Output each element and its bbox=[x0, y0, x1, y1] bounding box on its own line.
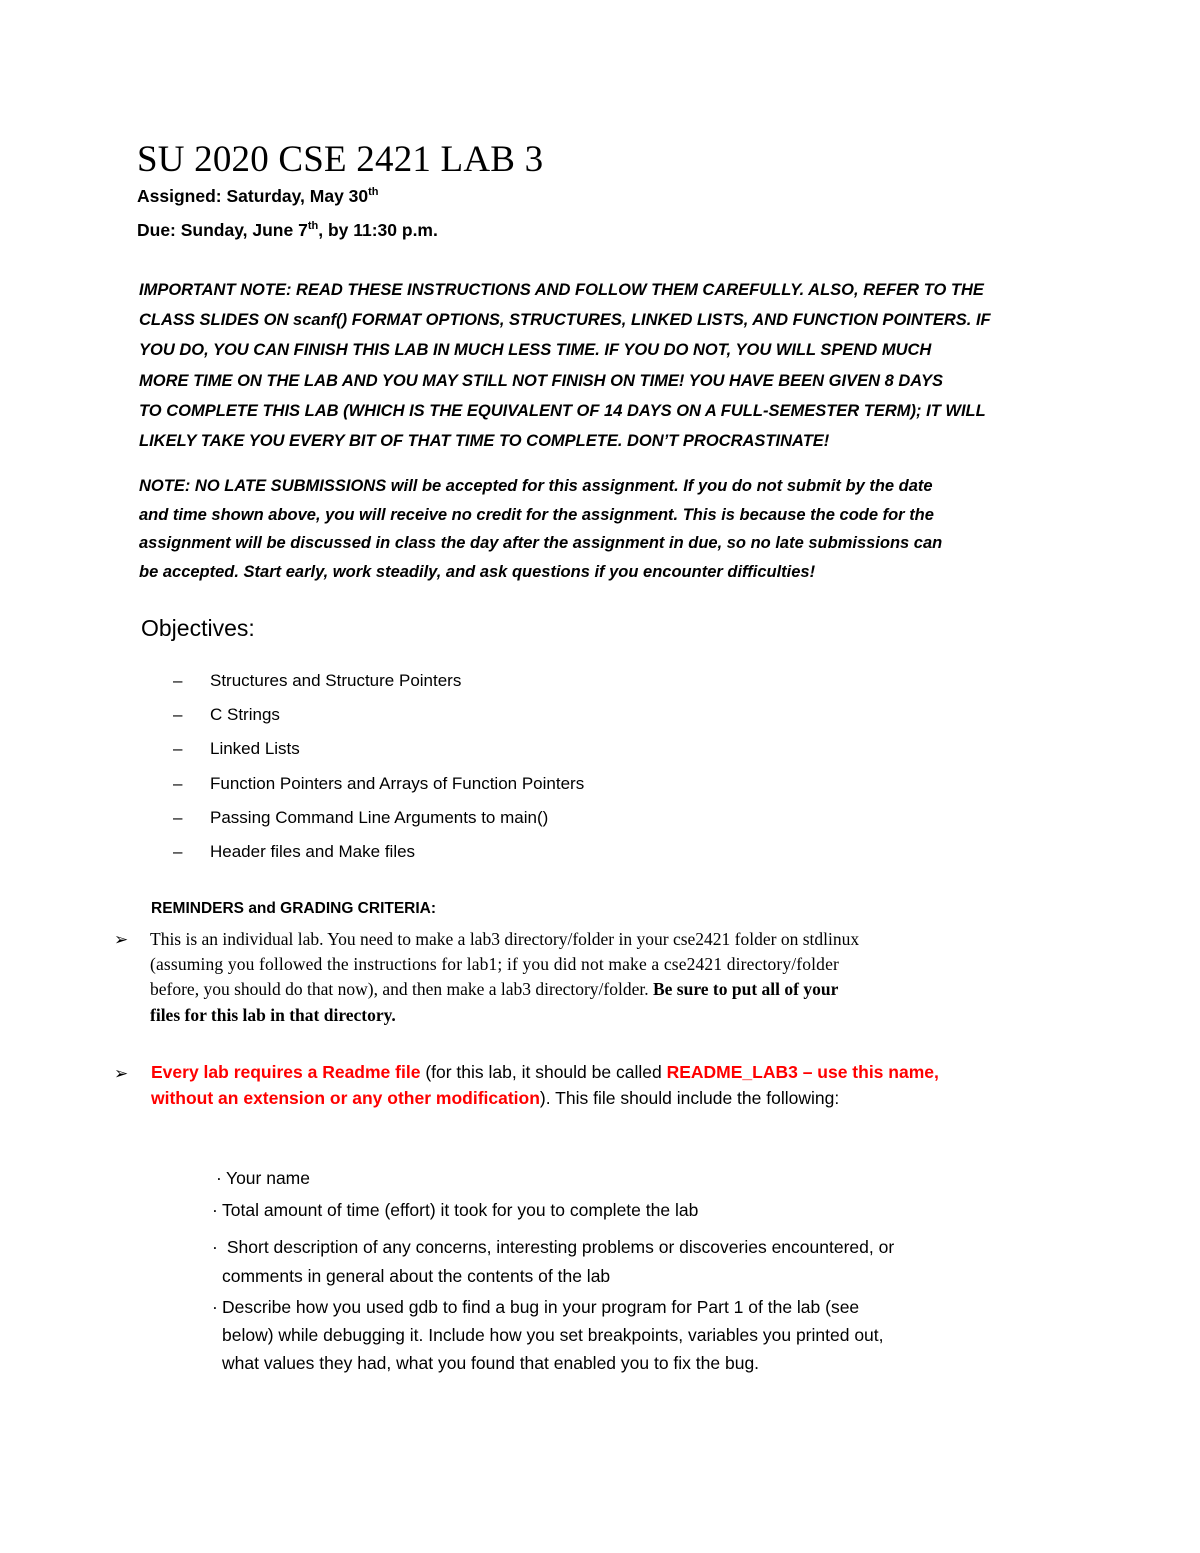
reminders-heading: REMINDERS and GRADING CRITERIA: bbox=[151, 900, 437, 917]
list-item: · Total amount of time (effort) it took for you to complete the lab bbox=[212, 1197, 894, 1233]
list-item: · Describe how you used gdb to find a bug in your program for Part 1 of the lab (see below) while debugging it. Include how you set breakpoints, variables you printed out, what values they had, what you found that enabled you to fix the bug. bbox=[212, 1293, 894, 1377]
bullet-dot: · bbox=[212, 1297, 218, 1317]
list-item: – Structures and Structure Pointers bbox=[173, 668, 584, 702]
dash-bullet: – bbox=[173, 807, 183, 827]
list-item: – Header files and Make files bbox=[173, 839, 584, 873]
list-item: – Linked Lists bbox=[173, 736, 584, 770]
assigned-date: Assigned: Saturday, May 30th bbox=[137, 186, 379, 206]
list-item: – Function Pointers and Arrays of Function Pointers bbox=[173, 771, 584, 805]
important-note bbox=[139, 275, 1069, 456]
reminder-individual-lab-line: (assuming you followed the instructions for lab1; if you did not make a cse2421 directory/folder bbox=[150, 954, 839, 974]
important-note-line: IMPORTANT NOTE: READ THESE INSTRUCTIONS AND FOLLOW THEM CAREFULLY. ALSO, REFER TO THE bbox=[139, 281, 984, 299]
dash-bullet: – bbox=[173, 705, 183, 725]
readme-requirement-line: Every lab requires a Readme file (for this lab, it should be called README_LAB3 – use this name, bbox=[151, 1062, 939, 1082]
dash-bullet: – bbox=[173, 773, 183, 793]
list-item: · Short description of any concerns, interesting problems or discoveries encountered, or comments in general about the contents of the lab bbox=[212, 1233, 894, 1293]
list-item: – C Strings bbox=[173, 702, 584, 736]
readme-contents-list bbox=[212, 1165, 894, 1377]
important-note-line: YOU DO, YOU CAN FINISH THIS LAB IN MUCH LESS TIME. IF YOU DO NOT, YOU WILL SPEND MUCH bbox=[139, 341, 932, 360]
important-note-line: LIKELY TAKE YOU EVERY BIT OF THAT TIME TO COMPLETE. DON’T PROCRASTINATE! bbox=[139, 431, 830, 450]
reminder-individual-lab-line: This is an individual lab. You need to make a lab3 directory/folder in your cse2421 folder on stdlinux bbox=[150, 929, 860, 949]
important-note-line: MORE TIME ON THE LAB AND YOU MAY STILL NOT FINISH ON TIME! YOU HAVE BEEN GIVEN 8 DAYS bbox=[139, 371, 943, 390]
arrow-bullet-icon: ➢ bbox=[114, 930, 129, 949]
late-note-line: and time shown above, you will receive no credit for the assignment. This is because the code for the bbox=[139, 505, 934, 524]
late-note-line: be accepted. Start early, work steadily, and ask questions if you encounter difficulties! bbox=[139, 562, 816, 581]
readme-requirement-line: without an extension or any other modification). This file should include the following: bbox=[151, 1088, 840, 1108]
objectives-heading: Objectives: bbox=[141, 615, 255, 641]
reminder-individual-lab-line: files for this lab in that directory. bbox=[150, 1005, 396, 1025]
due-date: Due: Sunday, June 7th, by 11:30 p.m. bbox=[137, 220, 438, 240]
important-note-line: TO COMPLETE THIS LAB (WHICH IS THE EQUIVALENT OF 14 DAYS ON A FULL-SEMESTER TERM); IT WILL bbox=[139, 401, 986, 420]
reminder-individual-lab-line: before, you should do that now), and then make a lab3 directory/folder. Be sure to put all of your bbox=[150, 979, 839, 999]
important-note-line: CLASS SLIDES ON scanf() FORMAT OPTIONS, STRUCTURES, LINKED LISTS, AND FUNCTION POINTERS. IF bbox=[139, 311, 991, 330]
list-item: · Your name bbox=[212, 1165, 894, 1197]
dash-bullet: – bbox=[173, 841, 183, 861]
late-submission-note bbox=[139, 472, 1069, 586]
dash-bullet: – bbox=[173, 671, 183, 690]
list-item: – Passing Command Line Arguments to main() bbox=[173, 805, 584, 839]
bullet-dot: · bbox=[216, 1168, 222, 1188]
objectives-list bbox=[173, 668, 584, 873]
late-note-line: NOTE: NO LATE SUBMISSIONS will be accepted for this assignment. If you do not submit by the date bbox=[139, 477, 933, 495]
arrow-bullet-icon: ➢ bbox=[114, 1064, 129, 1083]
page-title: SU 2020 CSE 2421 LAB 3 bbox=[137, 139, 544, 180]
dash-bullet: – bbox=[173, 739, 183, 759]
late-note-line: assignment will be discussed in class the day after the assignment in due, so no late submissions can bbox=[139, 534, 943, 553]
bullet-dot: · bbox=[212, 1200, 218, 1220]
bullet-dot: · bbox=[212, 1237, 218, 1257]
